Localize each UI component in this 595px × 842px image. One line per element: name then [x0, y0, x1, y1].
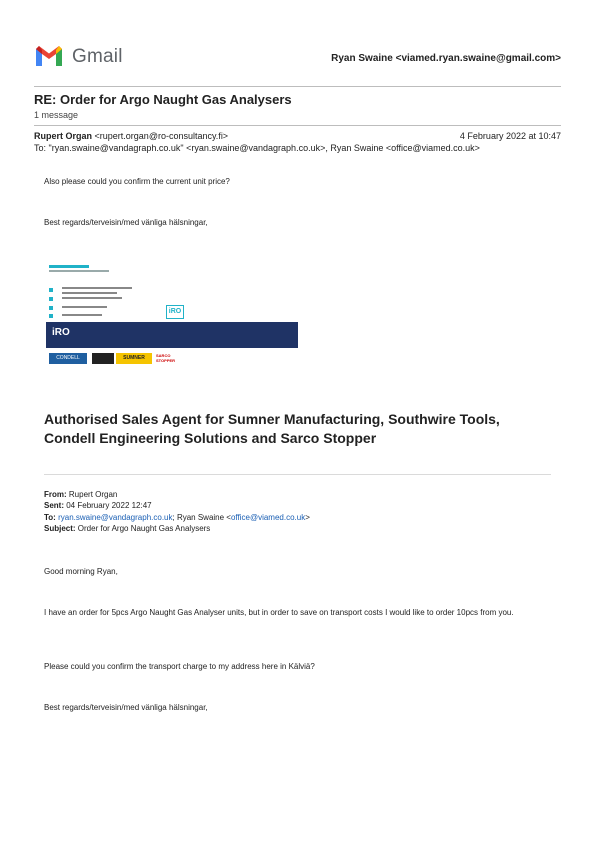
thread-subject: RE: Order for Argo Naught Gas Analysers [34, 92, 292, 107]
message-date: 4 February 2022 at 10:47 [459, 131, 561, 141]
signature-tagline: Authorised Sales Agent for Sumner Manufacturing, Southwire Tools, Condell Engineering Solutions and Sarco Stopper [44, 411, 500, 446]
quote-divider [44, 474, 551, 475]
recipient-link[interactable]: office@viamed.co.uk [230, 513, 306, 522]
body-signoff: Best regards/terveisin/med vänliga hälsningar, [44, 218, 208, 227]
signature-image [46, 261, 298, 375]
quoted-sent: Sent: 04 February 2022 12:47 [44, 501, 152, 510]
divider [34, 86, 561, 87]
quoted-paragraph: Please could you confirm the transport charge to my address here in Kälviä? [44, 662, 315, 671]
sig-name-line [49, 265, 89, 268]
partner-logo-sumner: SUMNER [116, 353, 152, 364]
quoted-to: To: ryan.swaine@vandagraph.co.uk; Ryan Swaine <office@viamed.co.uk> [44, 513, 310, 522]
body-line: Also please could you confirm the current unit price? [44, 177, 230, 186]
sig-text-line [62, 314, 102, 316]
quoted-subject: Subject: Order for Argo Naught Gas Analysers [44, 524, 211, 533]
web-icon [49, 314, 53, 318]
sig-text-line [62, 292, 117, 294]
company-banner [46, 322, 298, 348]
company-logo-small: iRO [166, 305, 184, 319]
phone-icon [49, 288, 53, 292]
quoted-from: From: Rupert Organ [44, 490, 118, 499]
sig-text-line [62, 287, 132, 289]
quoted-signoff: Best regards/terveisin/med vänliga hälsningar, [44, 703, 208, 712]
message-count: 1 message [34, 110, 79, 120]
gmail-wordmark: Gmail [72, 46, 123, 67]
partner-logo-sarco: SARCO STOPPER [156, 353, 176, 363]
company-logo: iRO [52, 327, 70, 338]
sender-email: <rupert.organ@ro-consultancy.fi> [94, 131, 229, 141]
sig-text-line [62, 297, 122, 299]
recipients-line: To: "ryan.swaine@vandagraph.co.uk" <ryan.swaine@vandagraph.co.uk>, Ryan Swaine <office@viamed.co.uk> [34, 143, 480, 153]
divider [34, 125, 561, 126]
partner-logo-condell: CONDELL [49, 353, 87, 364]
recipient-link[interactable]: ryan.swaine@vandagraph.co.uk [58, 513, 173, 522]
quoted-paragraph: I have an order for 5pcs Argo Naught Gas Analyser units, but in order to save on transport costs I would like to order 10pcs from you. [44, 608, 514, 617]
sig-title-line [49, 270, 109, 272]
account-label: Ryan Swaine <viamed.ryan.swaine@gmail.com> [331, 53, 561, 64]
sender-name: Rupert Organ [34, 131, 93, 141]
sig-text-line [62, 306, 107, 308]
partner-logo-southwire [92, 353, 114, 364]
email-icon [49, 297, 53, 301]
sender-line [34, 131, 228, 141]
location-icon [49, 306, 53, 310]
quoted-greeting: Good morning Ryan, [44, 567, 118, 576]
